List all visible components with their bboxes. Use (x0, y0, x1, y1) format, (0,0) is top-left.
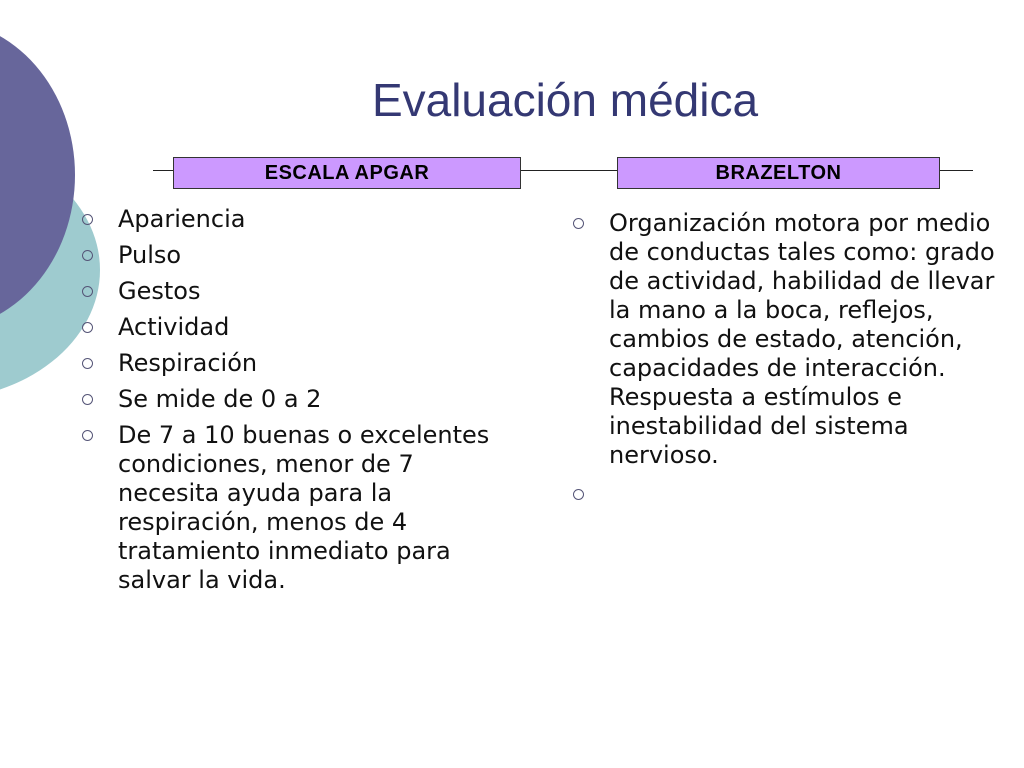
bullet-icon (573, 489, 584, 500)
list-item-text: Respiración (118, 349, 258, 377)
list-item-text (609, 480, 617, 508)
bullet-icon (82, 214, 93, 225)
bullet-icon (82, 358, 93, 369)
list-item (80, 421, 520, 595)
column-header-brazelton: BRAZELTON (617, 157, 940, 189)
list-item-text: De 7 a 10 buenas o excelentes condiciones, menor de 7 necesita ayuda para la respiración, menos de 4 tratamiento inmediato para salvar la vida. (118, 421, 490, 594)
list-item (80, 349, 520, 378)
bullet-icon (82, 322, 93, 333)
list-item (80, 385, 520, 414)
list-item (80, 241, 520, 270)
bullet-icon (82, 286, 93, 297)
list-item-empty (571, 480, 1001, 509)
list-item (80, 277, 520, 306)
bullet-icon (82, 394, 93, 405)
bullet-icon (82, 430, 93, 441)
column-header-apgar: ESCALA APGAR (173, 157, 521, 189)
list-item (571, 209, 1001, 470)
list-item-text: Apariencia (118, 205, 246, 233)
list-item-text: Gestos (118, 277, 201, 305)
apgar-bullet-list (80, 205, 520, 602)
list-item (80, 313, 520, 342)
brazelton-bullet-list (571, 209, 1001, 519)
list-item-text: Organización motora por medio de conductas tales como: grado de actividad, habilidad de llevar la mano a la boca, reflejos, cambios de estado, atención, capacidades de interacción. Respuesta a estímulos e inestabilidad del sistema nervioso. (609, 209, 995, 469)
bullet-icon (82, 250, 93, 261)
list-item-text: Pulso (118, 241, 182, 269)
list-item (80, 205, 520, 234)
bullet-icon (573, 218, 584, 229)
list-item-text: Actividad (118, 313, 230, 341)
slide-title: Evaluación médica (371, 74, 759, 126)
list-item-text: Se mide de 0 a 2 (118, 385, 322, 413)
